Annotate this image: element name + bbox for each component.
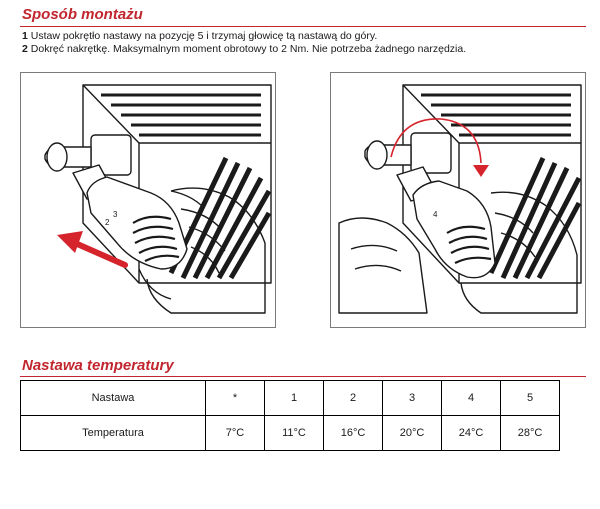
title-divider <box>20 26 586 27</box>
temperature-table <box>20 380 560 451</box>
table-row-temperatures <box>21 416 560 451</box>
table-cell: 7°C <box>206 416 265 451</box>
table-cell: 11°C <box>265 416 324 451</box>
table-cell: 20°C <box>383 416 442 451</box>
step-text: Dokręć nakrętkę. Maksymalnym moment obrotowy to 2 Nm. Nie potrzeba żadnego narzędzia. <box>30 43 467 55</box>
table-cell: 4 <box>442 381 501 416</box>
table-cell: 1 <box>265 381 324 416</box>
step-1 <box>22 30 466 43</box>
row-label: Temperatura <box>21 416 206 451</box>
title-divider <box>20 376 586 377</box>
section-title-installation: Sposób montażu <box>22 6 143 23</box>
scale-number: 3 <box>113 210 118 219</box>
step-number: 1 <box>22 30 28 42</box>
row-label: Nastawa <box>21 381 206 416</box>
illustration-step-1 <box>20 72 276 328</box>
installation-steps <box>22 30 466 56</box>
table-row-settings <box>21 381 560 416</box>
table-cell: 3 <box>383 381 442 416</box>
illustration-step-2 <box>330 72 586 328</box>
table-cell: 24°C <box>442 416 501 451</box>
illustration-step-1-drawing <box>21 73 275 327</box>
scale-number: 4 <box>433 210 438 219</box>
section-title-temperature: Nastawa temperatury <box>22 357 174 374</box>
table-cell: 2 <box>324 381 383 416</box>
illustration-step-2-drawing <box>331 73 585 327</box>
step-number: 2 <box>22 43 28 55</box>
step-2 <box>22 43 466 56</box>
table-cell: 5 <box>501 381 560 416</box>
table-cell: 16°C <box>324 416 383 451</box>
table-cell: 28°C <box>501 416 560 451</box>
table-cell: * <box>206 381 265 416</box>
scale-number: 2 <box>105 218 110 227</box>
step-text: Ustaw pokrętło nastawy na pozycję 5 i trzymaj głowicę tą nastawą do góry. <box>30 30 378 42</box>
